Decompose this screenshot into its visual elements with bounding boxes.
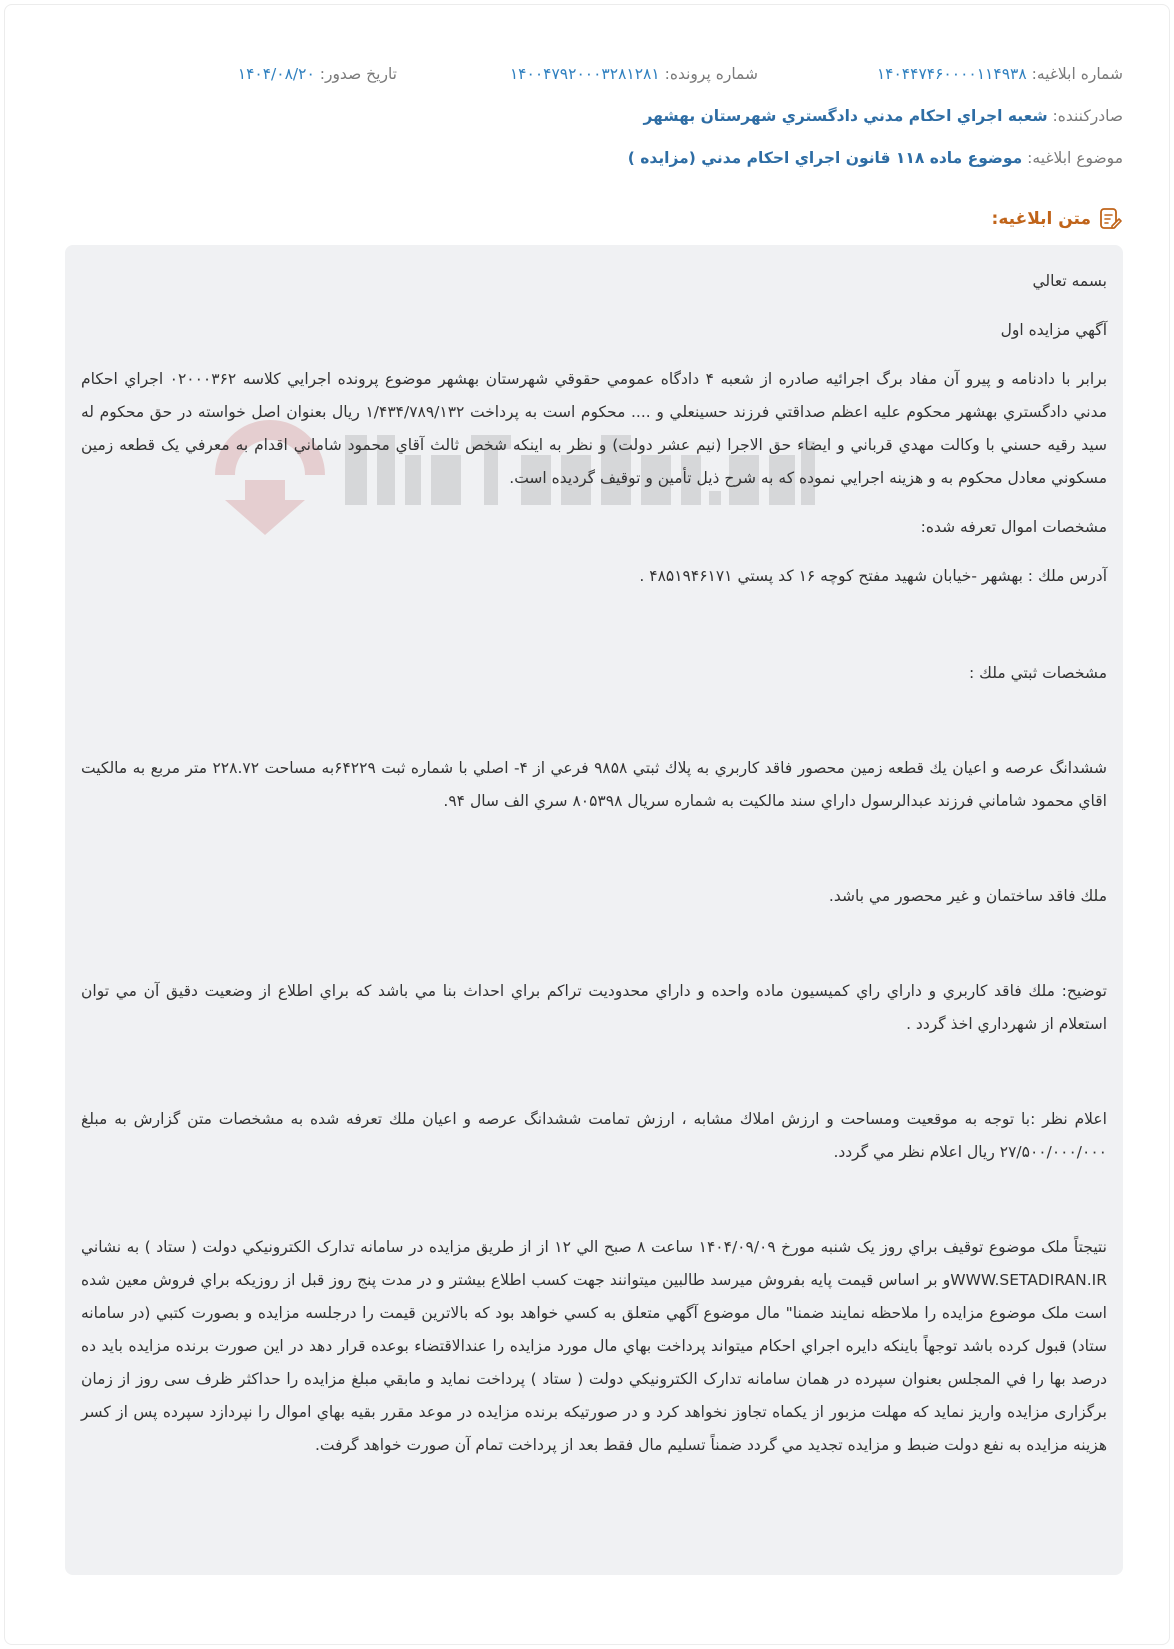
notice-text-box (65, 245, 1123, 1575)
para-valuation: اعلام نظر :با توجه به موقعيت ومساحت و ارزش املاك مشابه ، ارزش تمامت ششدانگ عرصه و اعيان ملك تعرفه شده به مشخصات متن گزارش به مبلغ ۲۷/۵۰۰/۰۰۰/۰۰۰ ريال اعلام نظر مي گردد. (81, 1110, 1107, 1161)
notice-number-value: ۱۴۰۴۴۷۴۶۰۰۰۰۱۱۴۹۳۸ (876, 65, 1027, 83)
para-no-building: ملك فاقد ساختمان و غير محصور مي باشد. (828, 887, 1107, 905)
para-registration-heading: مشخصات ثبتي ملك : (969, 664, 1107, 682)
case-number-value: ۱۴۰۰۴۷۹۲۰۰۰۳۲۸۱۲۸۱ (509, 65, 660, 83)
para-properties-heading: مشخصات اموال تعرفه شده: (920, 518, 1107, 536)
issuer-label: صادرکننده: (1052, 107, 1123, 125)
case-number-label: شماره پرونده: (664, 65, 758, 83)
notice-number-label: شماره ابلاغيه: (1031, 65, 1123, 83)
subject-value: موضوع ماده ۱۱۸ قانون اجراي احکام مدني (مزايده ) (627, 149, 1023, 167)
issue-date (238, 59, 397, 89)
subject-label: موضوع ابلاغيه: (1027, 149, 1123, 167)
case-number (510, 59, 758, 89)
meta-row-subject (51, 143, 1123, 173)
notice-number (877, 59, 1123, 89)
issue-date-value: ۱۴۰۴/۰۸/۲۰ (237, 65, 315, 83)
meta-row-issuer (51, 101, 1123, 131)
para-notice-heading: آگهي مزايده اول (1000, 321, 1107, 339)
para-address: آدرس ملك : بهشهر -خيابان شهيد مفتح كوچه ۱۶ كد پستي ۴۸۵۱۹۴۶۱۷۱ . (639, 567, 1107, 585)
para-registration-details: ششدانگ عرصه و اعيان يك قطعه زمين محصور فاقد كاربري به پلاك ثبتي ۹۸۵۸ فرعي از ۴- اصلي با شماره ثبت ۶۴۲۲۹به مساحت ۲۲۸.۷۲ متر مربع به مالكيت اقاي محمود شاماني فرزند عبدالرسول داراي سند مالكيت به شماره سريال ۸۰۵۳۹۸ سري الف سال ۹۴. (81, 759, 1107, 810)
para-intro: برابر با دادنامه و پيرو آن مفاد برگ اجرائيه صادره از شعبه ۴ دادگاه عمومي حقوقي شهرستان بهشهر موضوع پرونده اجرايي كلاسه ۰۲۰۰۰۳۶۲ اجراي احكام مدني دادگستري بهشهر محكوم عليه اعظم صداقتي فرزند حسينعلي و .... محكوم است به پرداخت ۱/۴۳۴/۷۸۹/۱۳۲ ريال بعنوان اصل خواسته در حق محكوم له سيد رقيه حسني با وكالت مهدي قرباني و ايضاء حق الاجرا (نيم عشر دولت) و نظر به اينكه شخص ثالث آقاي محمود شاماني اقدام به معرفي يک قطعه زمين مسکوني معادل محكوم به و هزينه اجرايي نموده كه به شرح ذيل تأمين و توقيف گرديده است. (81, 370, 1108, 487)
para-auction-terms: نتيجتاً ملک موضوع توقيف براي روز يک شنبه مورخ ۱۴۰۴/۰۹/۰۹ ساعت ۸ صبح الي ۱۲ از از طريق مزايده در سامانه تدارک الکترونيکي دولت ( ستاد ) به نشاني WWW.SETADIRAN.IRو بر اساس قيمت پايه بفروش ميرسد طالبين ميتوانند جهت کسب اطلاع بيشتر و در مدت پنج روز قبل از روزيکه براي فروش معين شده است ملک موضوع مزايده را ملاحظه نمايند ضمنا" مال موضوع آگهي متعلق به کسي خواهد بود که بالاترين قيمت را درجلسه مزايده و بصورت کتبي (در سامانه ستاد) قبول کرده باشد توجهاً باينکه دايره اجراي احکام ميتواند پرداخت بهاي مال مورد مزايده را عندالاقتضاء بوعده قرار دهد در اين صورت برنده مزايده بايد ده درصد بها را في المجلس بعنوان سپرده در همان سامانه تدارک الکترونيکي دولت ( ستاد ) پرداخت نمايد و مابقي مبلغ مزايده را حداکثر ظرف سی روز از زمان برگزاری مزايده واريز نمايد که مهلت مزبور از يکماه تجاوز نخواهد کرد و در صورتيکه برنده مزايده در موعد مقرر بقيه بهاي اموال را نپردازد سپرده پس از کسر هزينه مزايده به نفع دولت ضبط و مزايده تجديد مي گردد ضمناً تسليم مال فقط بعد از پرداخت تمام آن صورت خواهد گرفت. (81, 1238, 1107, 1454)
issue-date-label: تاريخ صدور: (319, 65, 397, 83)
notice-card (4, 4, 1170, 1645)
para-basmala: بسمه تعالي (1032, 272, 1107, 290)
section-title (992, 203, 1123, 235)
meta-row-numbers (51, 59, 1123, 89)
document-edit-icon (1097, 206, 1123, 232)
issuer-value: شعبه اجراي احكام مدني دادگستري شهرستان بهشهر (643, 107, 1048, 125)
section-title-text: متن ابلاغيه: (991, 209, 1091, 229)
para-explanation: توضيح: ملك فاقد كاربري و داراي راي كميسيون ماده واحده و داراي محدوديت تراكم براي احداث بنا مي باشد كه براي اطلاع از وضعيت دقيق آن مي توان استعلام از شهرداري اخذ گردد . (81, 982, 1107, 1033)
